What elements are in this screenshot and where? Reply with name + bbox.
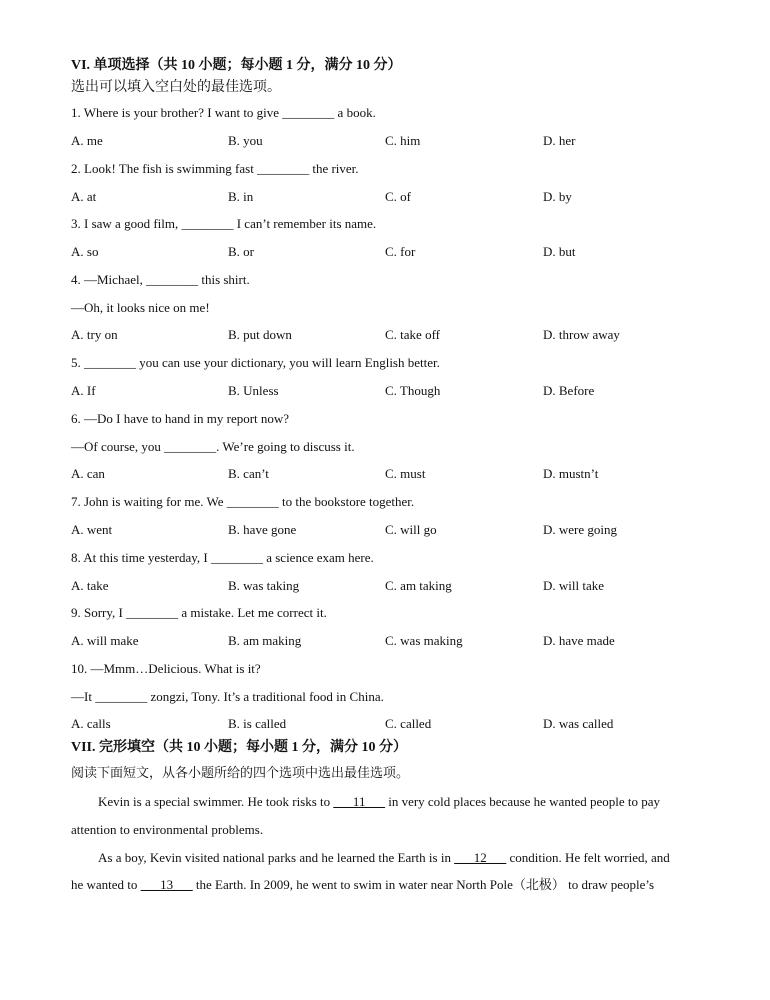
question-8-option-d: D. will take xyxy=(543,578,605,593)
question-3-stem: 3. I saw a good film, ________ I can’t remember its name. xyxy=(71,216,377,231)
question-3-option-c: C. for xyxy=(385,244,416,259)
question-2-option-d: D. by xyxy=(543,189,572,204)
question-2-option-b: B. in xyxy=(228,189,254,204)
question-1-stem: 1. Where is your brother? I want to give ________ a book. xyxy=(71,105,376,120)
question-4-option-c: C. take off xyxy=(385,327,440,342)
section-6-title: VI. 单项选择（共 10 小题；每小题 1 分，满分 10 分） xyxy=(71,58,402,73)
question-9-option-d: D. have made xyxy=(543,633,615,648)
passage-text: in very cold places because he wanted people to pay xyxy=(384,794,661,809)
question-6-stem: 6. —Do I have to hand in my report now? xyxy=(71,411,290,426)
question-8-option-b: B. was taking xyxy=(228,578,300,593)
question-8-stem: 8. At this time yesterday, I ________ a science exam here. xyxy=(71,550,374,565)
passage-text: As a boy, Kevin visited national parks and he learned the Earth is in xyxy=(98,850,455,865)
question-7-option-c: C. will go xyxy=(385,522,437,537)
question-2-stem: 2. Look! The fish is swimming fast ________ the river. xyxy=(71,161,359,176)
question-10-response: —It ________ zongzi, Tony. It’s a traditional food in China. xyxy=(71,689,384,704)
question-1-option-b: B. you xyxy=(228,133,263,148)
section-7-title: VII. 完形填空（共 10 小题；每小题 1 分，满分 10 分） xyxy=(71,740,408,755)
question-6-option-c: C. must xyxy=(385,466,426,481)
question-6-response: —Of course, you ________. We’re going to discuss it. xyxy=(71,439,355,454)
passage-line-2: attention to environmental problems. xyxy=(71,822,264,837)
question-9-stem: 9. Sorry, I ________ a mistake. Let me correct it. xyxy=(71,605,327,620)
question-8-option-c: C. am taking xyxy=(385,578,452,593)
question-4-stem: 4. —Michael, ________ this shirt. xyxy=(71,272,250,287)
question-3-option-b: B. or xyxy=(228,244,254,259)
question-5-option-a: A. If xyxy=(71,383,96,398)
passage-text: he wanted to xyxy=(71,877,141,892)
passage-line-4 xyxy=(71,877,654,893)
question-7-option-b: B. have gone xyxy=(228,522,297,537)
blank-12: ___12___ xyxy=(454,850,507,865)
blank-11: ___11___ xyxy=(333,794,385,809)
question-6-option-d: D. mustn’t xyxy=(543,466,599,481)
question-4-response: —Oh, it looks nice on me! xyxy=(71,300,210,315)
question-6-option-b: B. can’t xyxy=(228,466,269,481)
passage-text: Kevin is a special swimmer. He took risks to xyxy=(98,794,334,809)
question-2-option-c: C. of xyxy=(385,189,411,204)
question-10-option-a: A. calls xyxy=(71,716,111,731)
question-5-option-b: B. Unless xyxy=(228,383,279,398)
question-4-option-a: A. try on xyxy=(71,327,118,342)
question-9-option-c: C. was making xyxy=(385,633,463,648)
section-7-instruction: 阅读下面短文，从各小题所给的四个选项中选出最佳选项。 xyxy=(71,765,410,780)
question-10-option-d: D. was called xyxy=(543,716,614,731)
passage-text: condition. He felt worried, and xyxy=(506,850,670,865)
question-2-option-a: A. at xyxy=(71,189,97,204)
question-5-stem: 5. ________ you can use your dictionary, you will learn English better. xyxy=(71,355,440,370)
question-5-option-c: C. Though xyxy=(385,383,441,398)
section-6-instruction: 选出可以填入空白处的最佳选项。 xyxy=(71,80,281,95)
question-10-stem: 10. —Mmm…Delicious. What is it? xyxy=(71,661,261,676)
blank-13: ___13___ xyxy=(140,877,193,892)
question-9-option-b: B. am making xyxy=(228,633,302,648)
question-7-option-a: A. went xyxy=(71,522,113,537)
question-4-option-b: B. put down xyxy=(228,327,292,342)
question-1-option-a: A. me xyxy=(71,133,103,148)
question-10-option-b: B. is called xyxy=(228,716,287,731)
question-3-option-a: A. so xyxy=(71,244,99,259)
passage-line-1 xyxy=(98,794,660,810)
question-1-option-d: D. her xyxy=(543,133,576,148)
question-7-option-d: D. were going xyxy=(543,522,618,537)
passage-text: the Earth. In 2009, he went to swim in water near North Pole（北极） to draw people’s xyxy=(192,877,655,892)
question-9-option-a: A. will make xyxy=(71,633,139,648)
question-7-stem: 7. John is waiting for me. We ________ to the bookstore together. xyxy=(71,494,415,509)
question-10-option-c: C. called xyxy=(385,716,432,731)
question-5-option-d: D. Before xyxy=(543,383,595,398)
question-6-option-a: A. can xyxy=(71,466,105,481)
question-3-option-d: D. but xyxy=(543,244,576,259)
question-4-option-d: D. throw away xyxy=(543,327,620,342)
passage-line-3 xyxy=(98,850,670,866)
question-1-option-c: C. him xyxy=(385,133,421,148)
question-8-option-a: A. take xyxy=(71,578,109,593)
